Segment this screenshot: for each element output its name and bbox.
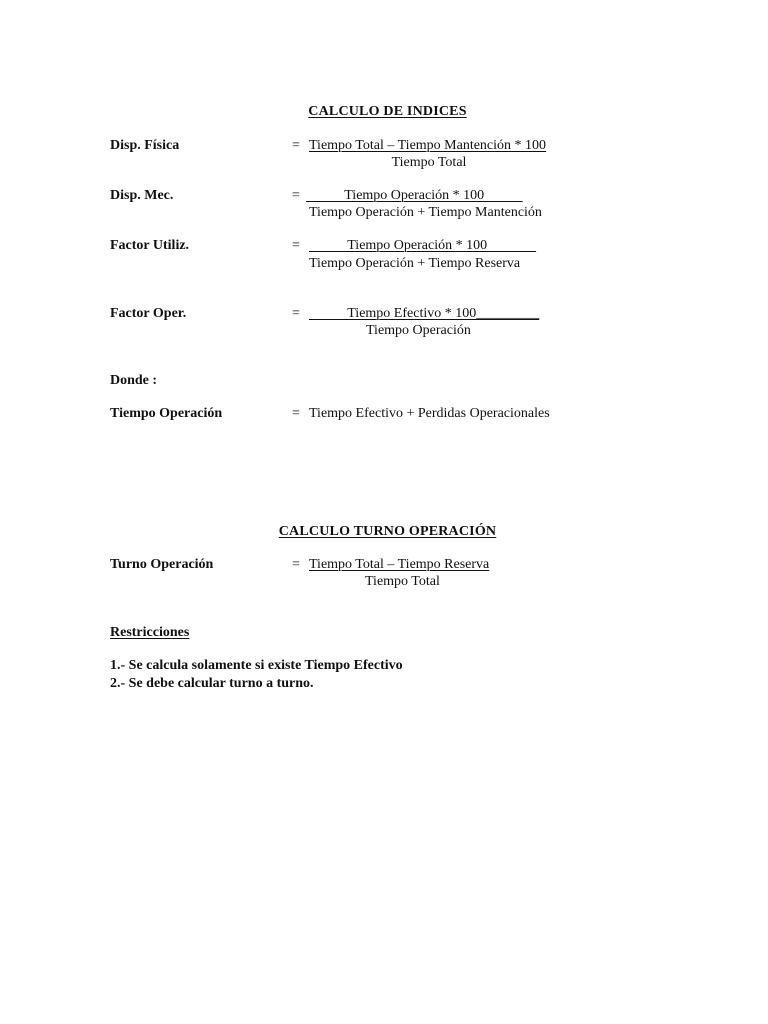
formula-label-disp-mec: Disp. Mec. xyxy=(110,188,174,203)
restricciones-heading: Restricciones xyxy=(110,625,190,640)
formula-label-factor-oper: Factor Oper. xyxy=(110,306,187,321)
equals-sign: = xyxy=(292,188,300,203)
numerator-disp-mec: Tiempo Operación * 100 xyxy=(306,188,523,203)
numerator-factor-oper: Tiempo Efectivo * 100_________ xyxy=(309,306,540,321)
denominator-factor-utiliz: Tiempo Operación + Tiempo Reserva xyxy=(309,256,521,271)
numerator-turno: Tiempo Total – Tiempo Reserva xyxy=(309,557,490,572)
section-title-indices xyxy=(0,86,768,120)
definition-text: Tiempo Efectivo + Perdidas Operacionales xyxy=(309,406,550,421)
equals-sign: = xyxy=(292,557,300,572)
title-text: CALCULO TURNO OPERACIÓN xyxy=(278,524,497,539)
equals-sign: = xyxy=(292,306,300,321)
restriction-item: 2.- Se debe calcular turno a turno. xyxy=(110,676,314,691)
denominator-disp-fisica: Tiempo Total xyxy=(391,155,467,170)
denominator-turno: Tiempo Total xyxy=(365,574,440,589)
donde-label: Donde : xyxy=(110,373,158,388)
title-text: CALCULO DE INDICES xyxy=(308,104,467,119)
numerator-disp-fisica: Tiempo Total – Tiempo Mantención * 100 xyxy=(309,138,547,153)
formula-label-disp-fisica: Disp. Física xyxy=(110,138,180,153)
denominator-factor-oper: Tiempo Operación xyxy=(366,323,471,338)
denominator-disp-mec: Tiempo Operación + Tiempo Mantención xyxy=(309,205,542,220)
formula-label-factor-utiliz: Factor Utiliz. xyxy=(110,238,190,253)
equals-sign: = xyxy=(292,138,300,153)
numerator-factor-utiliz: Tiempo Operación * 100 xyxy=(309,238,537,253)
section-title-turno xyxy=(0,506,768,540)
formula-label-turno-operacion: Turno Operación xyxy=(110,557,214,572)
equals-sign: = xyxy=(292,406,300,421)
definition-label: Tiempo Operación xyxy=(110,406,223,421)
equals-sign: = xyxy=(292,238,300,253)
restriction-item: 1.- Se calcula solamente si existe Tiempo Efectivo xyxy=(110,658,403,673)
